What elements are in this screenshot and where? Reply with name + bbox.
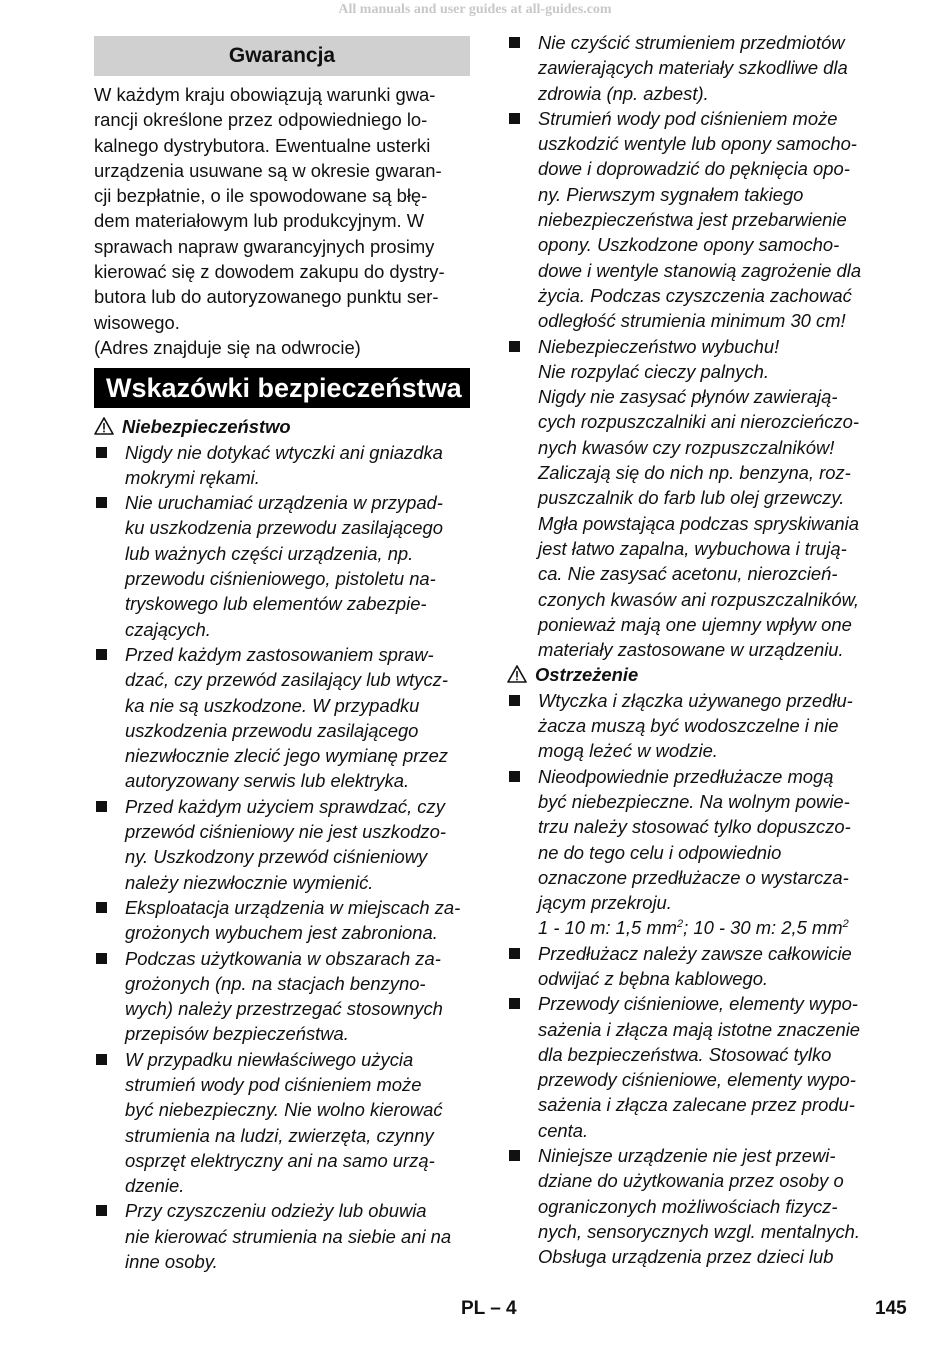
bullet-item [94,1047,470,1199]
text-line: dziane do użytkowania przez osoby o [538,1170,844,1192]
text-line: czonych kwasów ani rozpuszczalników, [538,588,859,610]
text-line: niezwłocznie zlecić jego wymianę przez [125,745,448,767]
text-line: Eksploatacja urządzenia w miejscach za- [125,896,461,918]
text-line: autoryzowany serwis lub elektryka. [125,770,410,792]
text-line: cych rozpuszczalniki ani nierozcieńczo- [538,411,859,433]
square-bullet-icon [509,1150,520,1161]
warning-label [507,662,885,687]
text-line: strumień wody pod ciśnieniem może [125,1073,422,1095]
danger-list-continued [507,30,885,662]
text-line: Przedłużacz należy zawsze całkowicie [538,942,852,964]
text-line: wisowego. [94,311,180,333]
text-line: centa. [538,1119,589,1141]
bullet-item [507,764,885,941]
bullet-item [94,895,470,946]
warning-list [507,688,885,1270]
bullet-item [507,30,885,106]
right-column [507,30,885,1270]
text-line: osprzęt elektryczny ani na samo urzą- [125,1149,435,1171]
text-line: wych) należy przestrzegać stosownych [125,998,443,1020]
text-line: (Adres znajduje się na odwrocie) [94,336,361,358]
text-line: rancji określone przez odpowiedniego lo- [94,109,428,131]
square-bullet-icon [509,341,520,352]
text-line: Nieodpowiednie przedłużacze mogą [538,765,834,787]
bullet-item [94,946,470,1047]
bullet-item [94,440,470,491]
text-line: przepisów bezpieczeństwa. [125,1023,349,1045]
text-line: lub ważnych części urządzenia, np. [125,542,414,564]
text-line: inne osoby. [125,1251,218,1273]
text-line: nych, sensorycznych wzgl. mentalnych. [538,1220,860,1242]
text-line: Niebezpieczeństwo wybuchu! [538,335,780,357]
text-line: Przewody ciśnieniowe, elementy wypo- [538,993,858,1015]
section-page-number: PL – 4 [461,1298,517,1319]
text-line: cji bezpłatnie, o ile spowodowane są błę- [94,185,428,207]
text-line: grożonych (np. na stacjach benzyno- [125,972,426,994]
square-bullet-icon [96,953,107,964]
danger-list [94,440,470,1275]
text-line: W przypadku niewłaściwego użycia [125,1048,414,1070]
text-line: Nie rozpylać cieczy palnych. [538,360,769,382]
text-line: trzu należy stosować tylko dopuszczo- [538,816,851,838]
danger-label [94,414,470,439]
text-line: urządzenia usuwane są w okresie gwaran- [94,159,442,181]
text-line: kierować się z dowodem zakupu do dystry- [94,261,445,283]
warning-label-text: Ostrzeżenie [535,664,639,686]
text-line: dla bezpieczeństwa. Stosować tylko [538,1043,832,1065]
text-line: jest łatwo zapalna, wybuchowa i trują- [538,537,847,559]
text-line: przewody ciśnieniowe, elementy wypo- [538,1069,856,1091]
text-line: nych kwasów czy rozpuszczalników! [538,436,835,458]
text-line: sażenia i złącza mają istotne znaczenie [538,1018,861,1040]
square-bullet-icon [509,695,520,706]
text-line: żacza muszą być wodoszczelne i nie [538,715,839,737]
square-bullet-icon [509,113,520,124]
text-line: ny. Uszkodzony przewód ciśnieniowy [125,846,428,868]
text-line: ca. Nie zasysać acetonu, nierozcień- [538,563,838,585]
text-line: ne do tego celu i odpowiednio [538,841,782,863]
bullet-item [94,1198,470,1274]
danger-label-text: Niebezpieczeństwo [122,416,291,438]
text-line: nie kierować strumienia na siebie ani na [125,1225,452,1247]
text-line: butora lub do autoryzowanego punktu ser- [94,286,439,308]
safety-heading: Wskazówki bezpieczeństwa [94,368,470,408]
text-line: strumienia na ludzi, zwierzęta, czynny [125,1124,434,1146]
text-line: niebezpieczeństwa jest przebarwienie [538,209,847,231]
square-bullet-icon [509,998,520,1009]
text-line: puszczalnik do farb lub olej grzewczy. [538,487,845,509]
square-bullet-icon [96,447,107,458]
text-line: materiały zastosowane w urządzeniu. [538,639,844,661]
square-bullet-icon [96,1054,107,1065]
text-line: dzać, czy przewód zasilający lub wtycz- [125,669,448,691]
text-line: Nie czyścić strumieniem przedmiotów [538,32,845,53]
text-line: Przed każdym zastosowaniem spraw- [125,643,434,665]
text-line: Zaliczają się do nich np. benzyna, roz- [538,462,851,484]
text-line: dzenie. [125,1175,185,1197]
text-line: ograniczonych możliwościach fizycz- [538,1195,838,1217]
text-line: Przed każdym użyciem sprawdzać, czy [125,795,445,817]
text-line: sażenia i złącza zalecane przez produ- [538,1094,855,1116]
text-line: kalnego dystrybutora. Ewentualne usterki [94,134,431,156]
text-line: dem materiałowym lub produkcyjnym. W [94,210,425,232]
square-bullet-icon [96,801,107,812]
text-line: Przy czyszczeniu odzieży lub obuwia [125,1200,427,1222]
warning-triangle-icon [94,417,114,435]
square-bullet-icon [96,649,107,660]
bullet-item [507,106,885,334]
text-line: Strumień wody pod ciśnieniem może [538,107,838,129]
text-line: Nigdy nie dotykać wtyczki ani gniazdka [125,441,443,463]
text-line: należy niezwłocznie wymienić. [125,871,374,893]
square-bullet-icon [96,497,107,508]
text-line: ka nie są uszkodzone. W przypadku [125,694,420,716]
text-line: ny. Pierwszym sygnałem takiego [538,183,804,205]
text-line: przewód ciśnieniowy nie jest uszkodzo- [125,821,446,843]
text-line: być niebezpieczny. Nie wolno kierować [125,1099,443,1121]
square-bullet-icon [509,948,520,959]
bullet-item [507,688,885,764]
cable-spec-sup1: 2 [677,918,684,931]
text-line: Nie uruchamiać urządzenia w przypad- [125,492,443,514]
text-line: Podczas użytkowania w obszarach za- [125,947,441,969]
text-line: opony. Uszkodzone opony samocho- [538,234,840,256]
warning-triangle-icon [507,665,527,683]
text-line: przewodu ciśnieniowego, pistoletu na- [125,568,436,590]
cable-spec-part2: ; 10 - 30 m: 2,5 mm [683,917,843,939]
bullet-item [507,334,885,663]
text-line: mogą leżeć w wodzie. [538,740,718,762]
text-line: mokrymi rękami. [125,466,260,488]
text-line: ku uszkodzenia przewodu zasilającego [125,517,443,539]
text-line: dowe i doprowadzić do pęknięcia opo- [538,158,850,180]
bullet-item [94,794,470,895]
bullet-item [94,642,470,794]
left-column [94,36,470,1274]
text-line: tryskowego lub elementów zabezpie- [125,593,427,615]
text-line: Wtyczka i złączka używanego przedłu- [538,689,853,711]
square-bullet-icon [96,902,107,913]
text-line: ponieważ mają one ujemny wpływ one [538,613,852,635]
text-line: Niniejsze urządzenie nie jest przewi- [538,1145,836,1167]
bullet-item [507,991,885,1143]
watermark: All manuals and user guides at all-guides.com [338,2,612,17]
text-line: życia. Podczas czyszczenia zachować [538,284,852,306]
cable-spec-part1: 1 - 10 m: 1,5 mm [538,917,677,939]
cable-spec-line [538,915,885,940]
warranty-heading: Gwarancja [94,36,470,76]
text-line: Mgła powstająca podczas spryskiwania [538,512,859,534]
text-line: Obsługa urządzenia przez dzieci lub [538,1246,834,1268]
bullet-item [94,490,470,642]
bullet-item [507,1143,885,1269]
bullet-item [507,941,885,992]
text-line: odległość strumienia minimum 30 cm! [538,310,846,332]
warranty-paragraph [94,82,470,360]
text-line: uszkodzić wentyle lub opony samocho- [538,133,857,155]
page-number: 145 [875,1298,907,1319]
text-line: W każdym kraju obowiązują warunki gwa- [94,84,436,105]
text-line: czających. [125,618,211,640]
text-line: być niebezpieczne. Na wolnym powie- [538,790,850,812]
square-bullet-icon [96,1205,107,1216]
text-line: grożonych wybuchem jest zabroniona. [125,922,438,944]
text-line: zdrowia (np. azbest). [538,82,709,104]
text-line: jącym przekroju. [538,892,672,914]
square-bullet-icon [509,771,520,782]
text-line: sprawach napraw gwarancyjnych prosimy [94,235,435,257]
text-line: dowe i wentyle stanowią zagrożenie dla [538,259,862,281]
text-line: zawierających materiały szkodliwe dla [538,57,848,79]
text-line: oznaczone przedłużacze o wystarcza- [538,866,849,888]
text-line: odwijać z bębna kablowego. [538,967,769,989]
text-line: Nigdy nie zasysać płynów zawierają- [538,386,838,408]
square-bullet-icon [509,37,520,48]
text-line: uszkodzenia przewodu zasilającego [125,719,419,741]
cable-spec-sup2: 2 [842,918,849,931]
